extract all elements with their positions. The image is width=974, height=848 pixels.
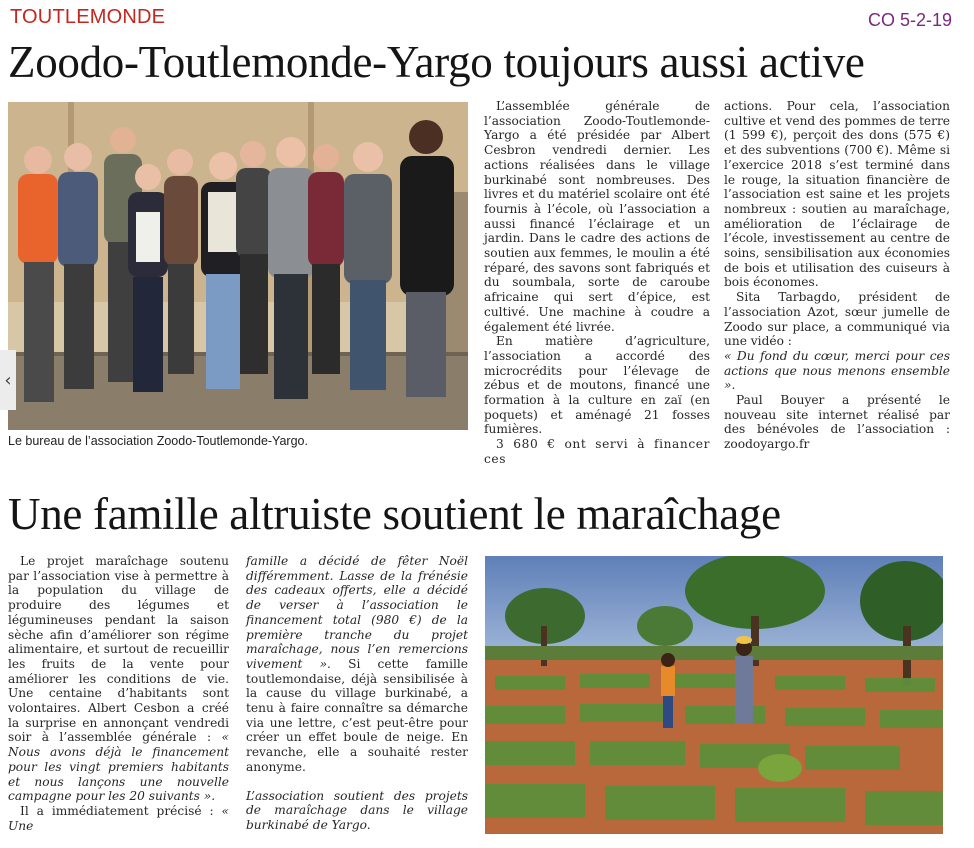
article2-quote: « Nous avons déjà le financement pour les vingt premiers habitants et nous lançons une nouvelle campagne pour les 20 suivants ». [8, 730, 229, 804]
article1-paragraph: Sita Tarbagdo, président de l’association Azot, sœur jumelle de Zoodo sur place, a communiqué via une vidéo : [724, 290, 950, 349]
group-photo [8, 102, 468, 430]
article1-photo-caption: Le bureau de l’association Zoodo-Toutlemonde-Yargo. [8, 434, 308, 448]
article2-text: Si cette famille toutlemondaise, déjà sensibilisée à la cause du village burkinabé, a tenu à faire connaître sa démarche via une lettre, c’est peut-être pour créer un effet boule de neige. En revanche, elle a souhaité rester anonyme. [246, 656, 469, 774]
publication-date: CO 5-2-19 [867, 10, 952, 30]
article2-text: Le projet maraîchage soutenu par l’association vise à permettre à la population du village de produire des légumes et légumineuses pendant la saison sèche afin d’améliorer son régime alimentaire, et surtout de recueillir les fruits de la vente pour améliorer les conditions de vie. Une centaine d’habitants sont volontaires. Albert Cesbon a créé la surprise en annonçant vendredi soir à l’assemblée générale : [8, 554, 229, 745]
garden-photo [485, 556, 943, 834]
article1-column-1 [484, 99, 710, 467]
article2-text: Il a immédiatement précisé : [20, 803, 222, 818]
article1-paragraph: 3 680 € ont servi à financer ces [484, 437, 710, 466]
article2-photo-caption: L’association soutient des projets de maraîchage dans le village burkinabé de Yargo. [246, 788, 468, 832]
section-label: TOUTLEMONDE [10, 6, 166, 28]
slider-prev-arrow[interactable]: ‹ [0, 350, 16, 410]
article2-headline: Une famille altruiste soutient le maraîchage [8, 489, 781, 539]
article1-paragraph: Paul Bouyer a présenté le nouveau site internet réalisé par des bénévoles de l’association : zoodoyargo.fr [724, 393, 950, 452]
article1-column-2 [724, 99, 950, 452]
article1-paragraph: actions. Pour cela, l’association cultive et vend des pommes de terre (1 599 €), perçoit des dons (575 €) et des subventions (700 €). Même si l’exercice 2018 s’est terminé dans le rouge, la situation financière de l’association est saine et les projets nombreux : soutien au maraîchage, amélioration de l’éclairage de l’école, investissement au centre de soins, sensibilisation aux économies de bois et utilisation des cuiseurs à bois économes. [724, 99, 950, 290]
article2-column-2 [246, 554, 468, 833]
article2-quote: « Une [8, 803, 229, 833]
article1-headline: Zoodo-Toutlemonde-Yargo toujours aussi active [8, 37, 865, 87]
article2-quote: famille a décidé de fêter Noël différemment. Lasse de la frénésie des cadeaux offerts, elle a décidé de verser à l’association le financement total (980 €) de la première tranche du projet maraîchage, nous l’en remercions vivement ». [246, 554, 468, 671]
article2-column-1 [8, 554, 229, 833]
article1-paragraph: En matière d’agriculture, l’association a accordé des microcrédits pour l’élevage de zébus et de moutons, financé une formation à la culture en zaï (en poquets) et aménagé 21 fosses fumières. [484, 334, 710, 437]
article1-paragraph: L’assemblée générale de l’association Zoodo-Toutlemonde-Yargo a été présidée par Albert Cesbron vendredi dernier. Les actions réalisées dans le village burkinabé sont nombreuses. Des livres et du matériel scolaire ont été fournis à l’école, où l’association a aussi financé l’éclairage et un jardin. Dans le cadre des actions de soutien aux femmes, le moulin a été réparé, des savons sont fabriqués et du soumbala, sorte de caroube africaine qui sert d’épice, est cultivé. Une machine à coudre a également été livrée. [484, 99, 710, 334]
article1-quote: « Du fond du cœur, merci pour ces actions que nous menons ensemble ». [724, 348, 950, 393]
